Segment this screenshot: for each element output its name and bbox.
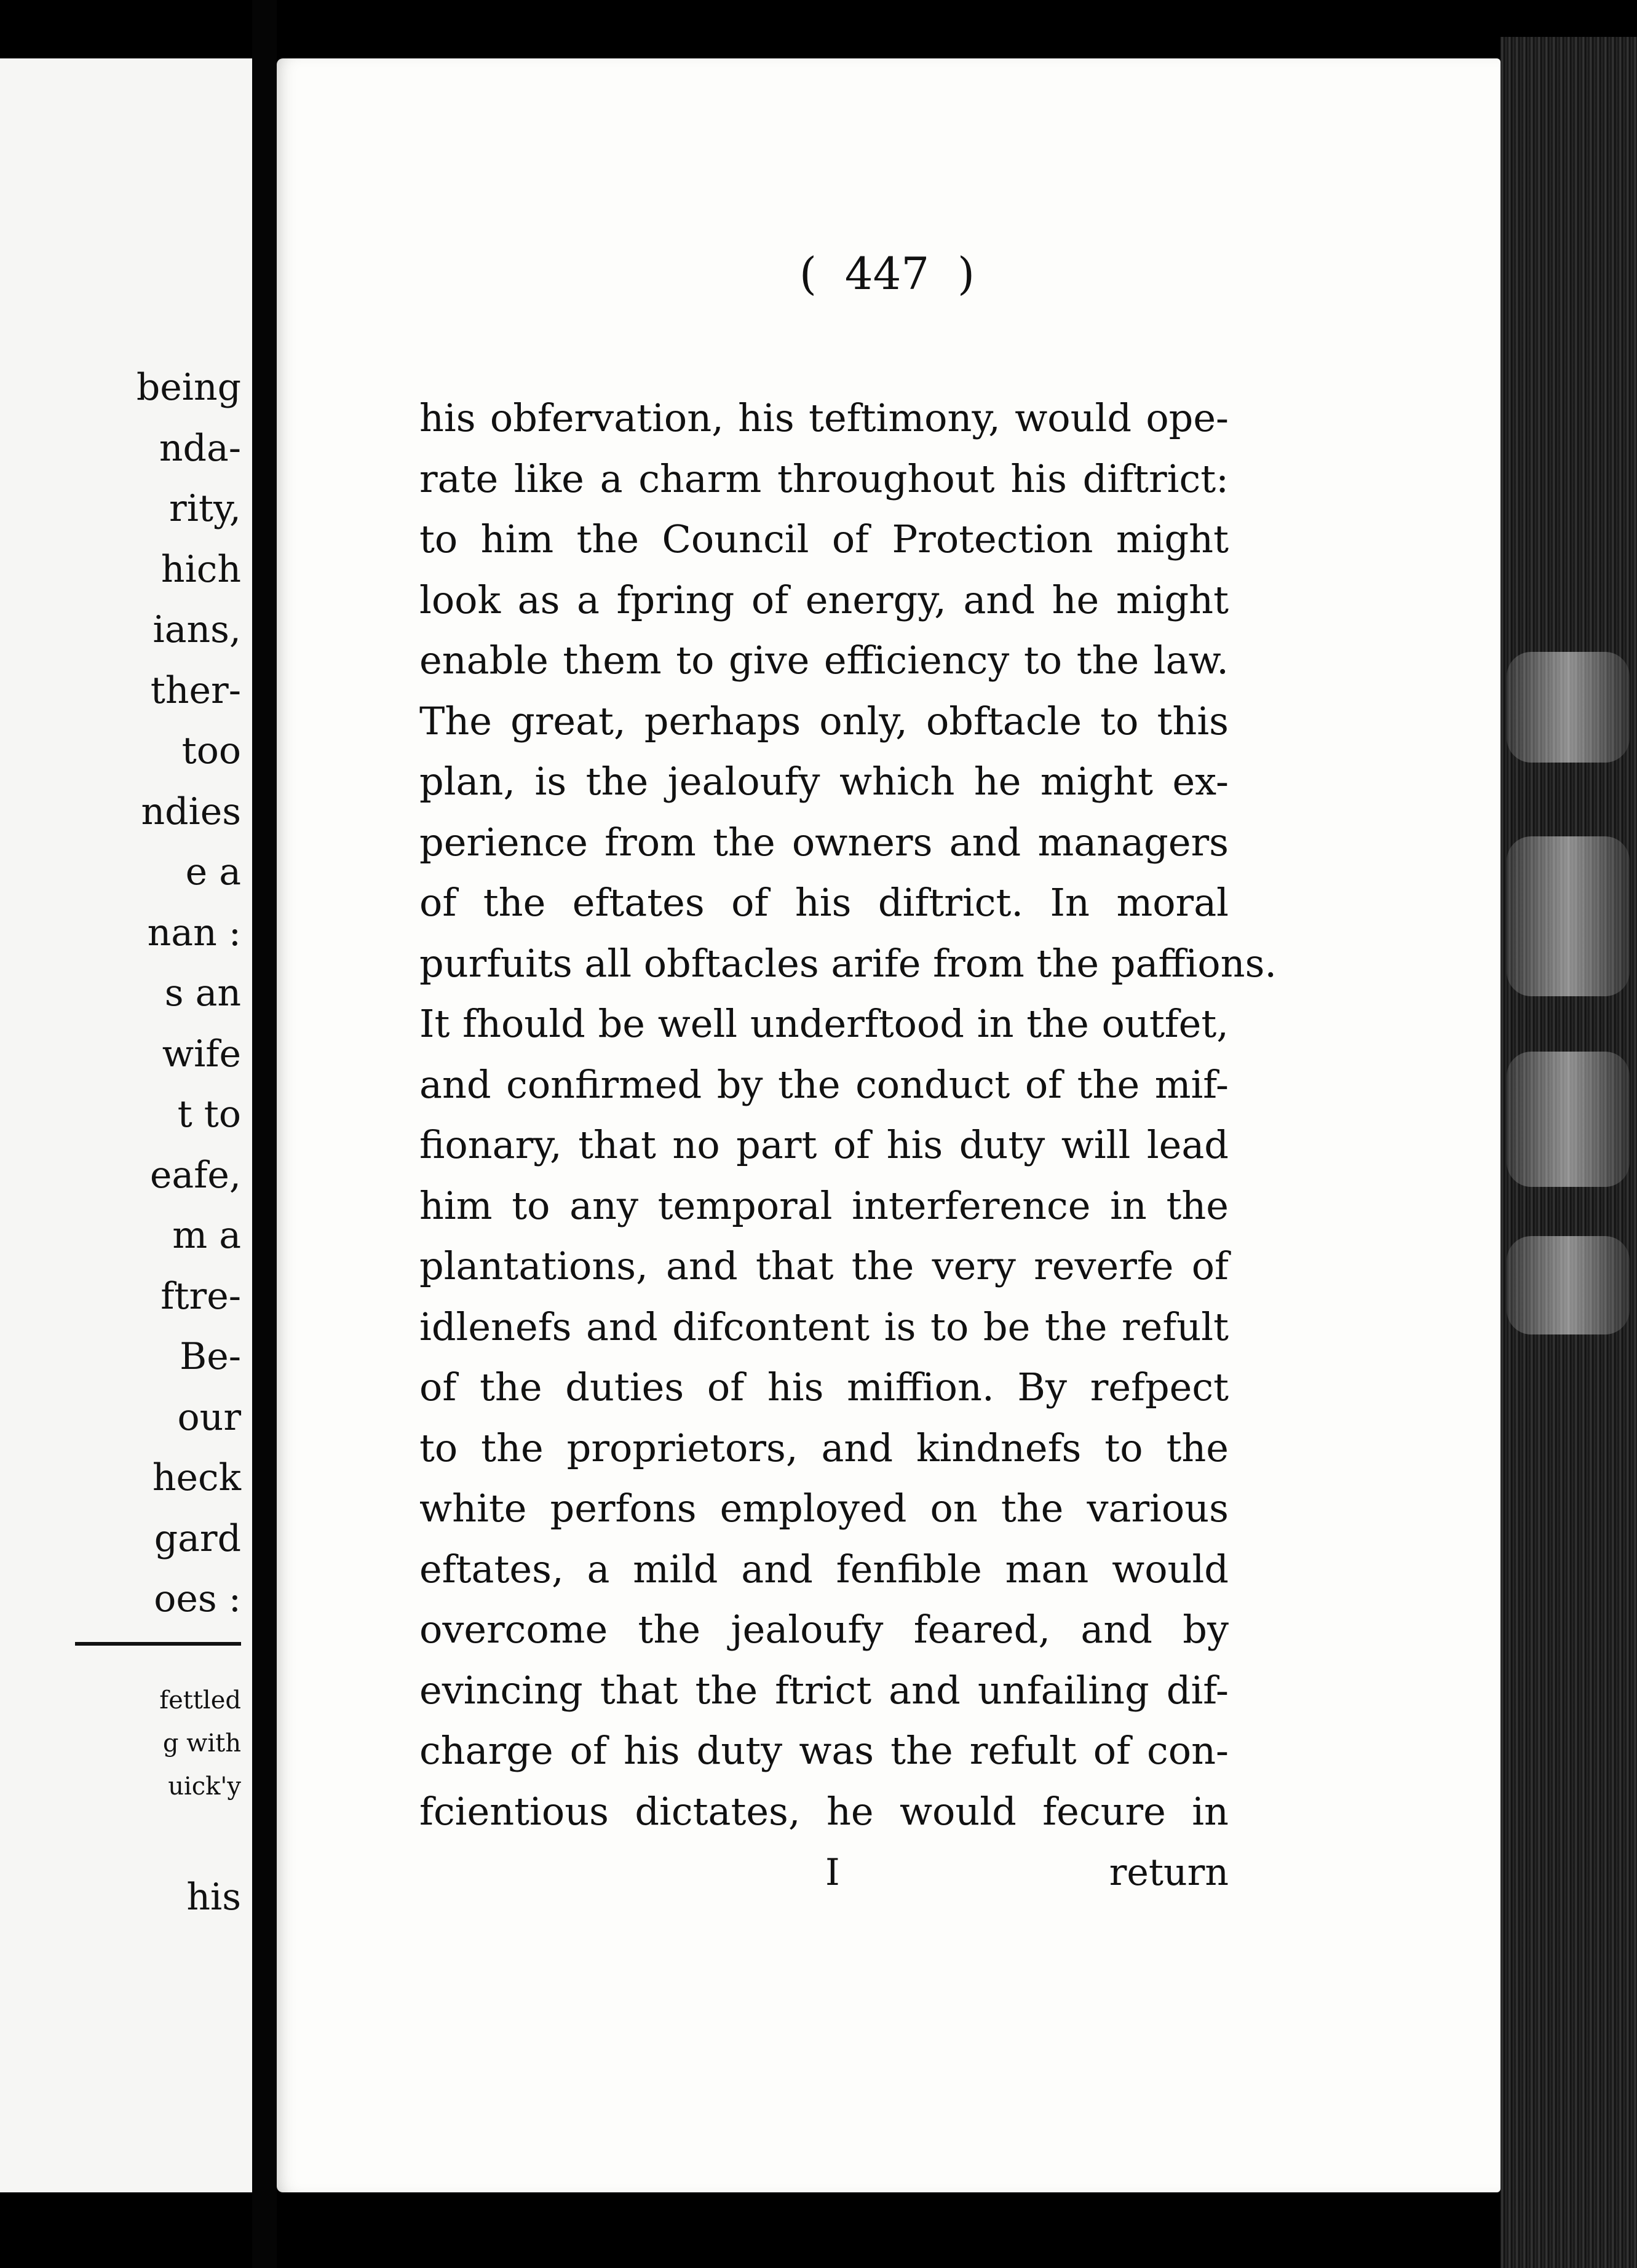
- left-text-fragment: gard: [154, 1517, 241, 1560]
- text-line: overcome the jealoufy feared, and by: [419, 1607, 1229, 1652]
- edge-highlight: [1507, 1236, 1630, 1334]
- left-text-fragment: wife: [162, 1032, 241, 1076]
- left-footnote-fragment: uick'y: [168, 1772, 241, 1801]
- text-line: to him the Council of Protection might: [419, 517, 1229, 561]
- text-line: eftates, a mild and fenfible man would: [419, 1546, 1229, 1592]
- signature-mark: I: [825, 1851, 840, 1894]
- left-text-fragment: rity,: [169, 487, 241, 530]
- right-page: [277, 58, 1500, 2192]
- edge-highlight: [1507, 1052, 1630, 1187]
- text-line: his obfervation, his teftimony, would ope-: [419, 395, 1229, 440]
- edge-highlight: [1507, 836, 1630, 996]
- left-text-fragment: m a: [172, 1214, 241, 1257]
- text-line: look as a fpring of energy, and he might: [419, 577, 1229, 622]
- left-text-fragment: hich: [161, 547, 241, 591]
- left-catchword: his: [186, 1876, 241, 1919]
- text-line: fionary, that no part of his duty will lead: [419, 1122, 1229, 1167]
- left-text-fragment: ftre-: [161, 1274, 241, 1318]
- text-line: rate like a charm throughout his diftrict:: [419, 456, 1229, 501]
- text-line: plan, is the jealoufy which he might ex-: [419, 759, 1229, 804]
- left-text-fragment: ians,: [153, 608, 241, 651]
- left-text-fragment: t to: [177, 1093, 241, 1136]
- catchword: return: [1109, 1851, 1229, 1894]
- left-text-fragment: ndies: [141, 790, 241, 833]
- text-line: idlenefs and difcontent is to be the refult: [419, 1304, 1229, 1349]
- text-line: and confirmed by the conduct of the mif-: [419, 1061, 1229, 1107]
- left-text-fragment: oes :: [154, 1577, 241, 1620]
- text-line: of the eftates of his diftrict. In moral: [419, 880, 1229, 925]
- left-text-fragment: our: [177, 1395, 241, 1439]
- text-line: evincing that the ftrict and unfailing dif-: [419, 1667, 1229, 1713]
- text-line: The great, perhaps only, obftacle to this: [419, 698, 1229, 743]
- text-line: charge of his duty was the refult of con-: [419, 1728, 1229, 1773]
- left-footnote-fragment: fettled: [159, 1686, 241, 1715]
- left-text-fragment: too: [181, 729, 241, 772]
- edge-highlight: [1507, 652, 1630, 763]
- left-footnote-fragment: g with: [162, 1729, 241, 1758]
- left-text-fragment: s an: [164, 972, 241, 1015]
- left-text-fragment: ther-: [150, 668, 241, 712]
- left-text-fragment: eafe,: [149, 1153, 241, 1197]
- page-edges: [1500, 37, 1637, 2268]
- text-line: him to any temporal interference in the: [419, 1183, 1229, 1228]
- page-number: ( 447 ): [799, 248, 975, 299]
- left-facing-page: [0, 58, 253, 2192]
- left-text-fragment: heck: [152, 1456, 241, 1499]
- book-gutter: [252, 0, 277, 2268]
- left-text-fragment: Be-: [180, 1335, 241, 1378]
- footnote-rule: [75, 1642, 241, 1646]
- left-text-fragment: e a: [185, 850, 241, 894]
- text-line: of the duties of his miffion. By refpect: [419, 1365, 1229, 1410]
- left-text-fragment: nda-: [159, 426, 241, 470]
- text-line: It fhould be well underftood in the outfet,: [419, 1001, 1229, 1046]
- text-line: fcientious dictates, he would fecure in: [419, 1788, 1229, 1834]
- text-line: purfuits all obftacles arife from the paffions.: [419, 940, 1277, 986]
- text-line: to the proprietors, and kindnefs to the: [419, 1425, 1229, 1470]
- page-footer: [419, 1848, 1229, 1897]
- text-line: white perfons employed on the various: [419, 1486, 1229, 1531]
- text-line: enable them to give efficiency to the law.: [419, 638, 1229, 683]
- left-text-fragment: nan :: [147, 911, 241, 954]
- text-line: plantations, and that the very reverfe of: [419, 1243, 1229, 1288]
- text-line: perience from the owners and managers: [419, 819, 1229, 865]
- left-text-fragment: being: [136, 366, 241, 409]
